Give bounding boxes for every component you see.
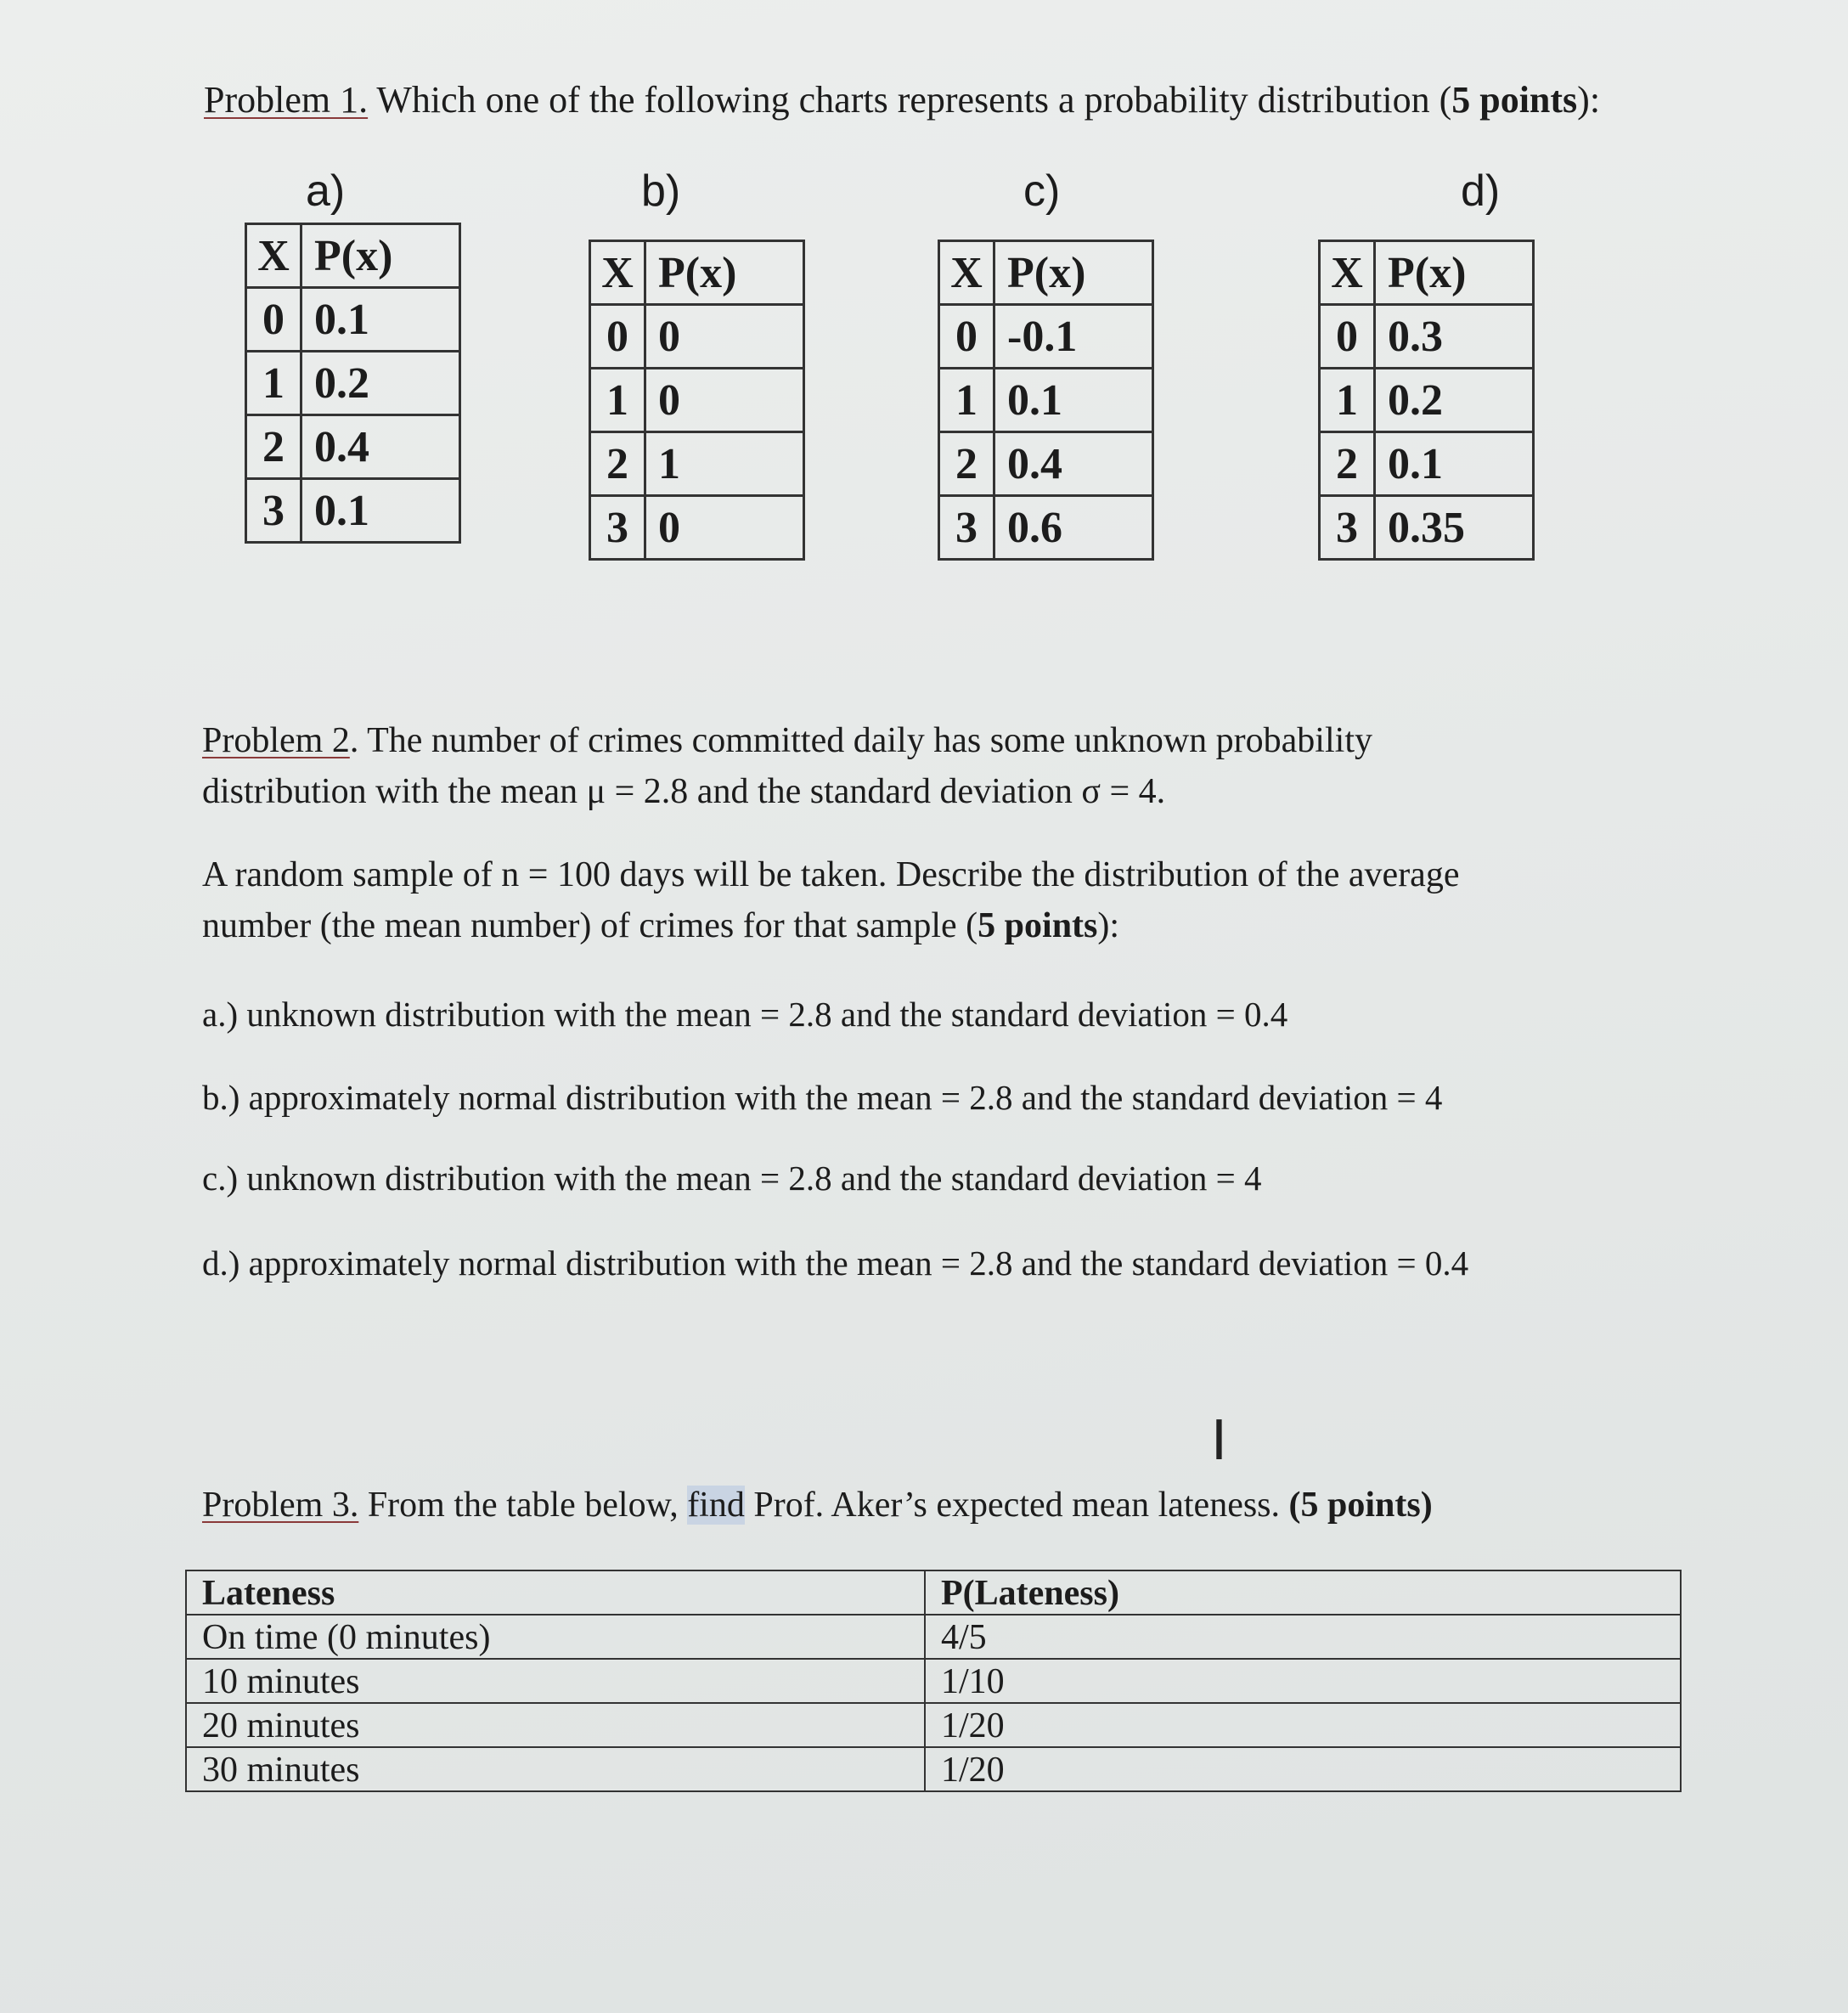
problem2-question: [202, 849, 1459, 951]
table-row: [186, 1747, 1681, 1791]
table-row: [590, 496, 804, 560]
table-row: [186, 1615, 1681, 1659]
table-b: [589, 240, 805, 561]
header-x: X: [246, 224, 301, 288]
problem2-option-d: d.) approximately normal distribution with the mean = 2.8 and the standard deviation = 0.4: [202, 1243, 1469, 1283]
cell-x: 3: [590, 496, 645, 560]
table-row: [939, 432, 1153, 496]
table-b-label: b): [641, 166, 681, 216]
table-d-label: d): [1461, 166, 1501, 216]
cell-x: 0: [939, 305, 994, 369]
cell-px: 0.35: [1375, 496, 1534, 560]
header-x: X: [939, 241, 994, 305]
table-row: [1320, 496, 1534, 560]
table-row: [246, 288, 460, 352]
cell-probability: 1/10: [925, 1659, 1681, 1703]
cell-lateness: On time (0 minutes): [186, 1615, 925, 1659]
cell-x: 3: [246, 479, 301, 543]
header-lateness-text: Lateness: [202, 1574, 335, 1613]
cell-lateness: 20 minutes: [186, 1703, 925, 1747]
header-x: X: [590, 241, 645, 305]
table-row: [939, 496, 1153, 560]
header-p-lateness-text: P(Lateness): [941, 1574, 1119, 1613]
table-a-label: a): [306, 166, 346, 216]
cell-px: 0.1: [1375, 432, 1534, 496]
cell-x: 1: [939, 369, 994, 432]
table-row: [1320, 305, 1534, 369]
cell-x: 3: [1320, 496, 1375, 560]
header-px: P(x): [994, 241, 1153, 305]
table-row: [590, 305, 804, 369]
problem2-text: . The number of crimes committed daily has some unknown probability: [349, 721, 1372, 760]
table-row: [939, 369, 1153, 432]
cell-probability: 4/5: [925, 1615, 1681, 1659]
table-d: [1318, 240, 1535, 561]
cell-x: 2: [246, 415, 301, 479]
cell-x: 2: [1320, 432, 1375, 496]
header-p-lateness: [925, 1570, 1681, 1615]
cell-x: 1: [246, 352, 301, 415]
cell-x: 3: [939, 496, 994, 560]
problem2-block: [202, 715, 1372, 817]
cell-px: 0.6: [994, 496, 1153, 560]
text-cursor-icon: I: [1211, 1410, 1227, 1473]
table-row: [246, 479, 460, 543]
header-lateness: [186, 1570, 925, 1615]
cell-px: 0.2: [301, 352, 460, 415]
cell-x: 1: [1320, 369, 1375, 432]
problem1-tail: ):: [1577, 79, 1601, 121]
cell-x: 0: [246, 288, 301, 352]
table-row: [1320, 432, 1534, 496]
cell-probability: 1/20: [925, 1747, 1681, 1791]
table-row: [246, 352, 460, 415]
problem1-points: 5 points: [1451, 79, 1578, 121]
cell-px: 0.1: [301, 288, 460, 352]
problem2-option-c: c.) unknown distribution with the mean = 2.8 and the standard deviation = 4: [202, 1159, 1262, 1198]
problem2-line2: distribution with the mean μ = 2.8 and the standard deviation σ = 4.: [202, 772, 1166, 811]
lateness-table: [185, 1570, 1682, 1792]
table-row: [1320, 369, 1534, 432]
cell-px: 0.1: [994, 369, 1153, 432]
header-px: P(x): [645, 241, 804, 305]
table-row: [246, 415, 460, 479]
problem1-text: Which one of the following charts represents a probability distribution (: [368, 79, 1452, 121]
problem3-text-after: Prof. Aker’s expected mean lateness.: [744, 1486, 1289, 1525]
cell-px: 1: [645, 432, 804, 496]
cell-x: 2: [590, 432, 645, 496]
table-row: [1320, 241, 1534, 305]
cell-px: 0.4: [994, 432, 1153, 496]
problem2-option-b: b.) approximately normal distribution with the mean = 2.8 and the standard deviation = 4: [202, 1078, 1443, 1117]
cell-px: -0.1: [994, 305, 1153, 369]
table-row: [590, 241, 804, 305]
header-px: P(x): [301, 224, 460, 288]
cell-px: 0: [645, 305, 804, 369]
cell-px: 0.4: [301, 415, 460, 479]
problem2-tail: ):: [1097, 906, 1120, 945]
cell-probability: 1/20: [925, 1703, 1681, 1747]
problem2-points: 5 points: [978, 906, 1098, 945]
cell-px: 0.1: [301, 479, 460, 543]
problem1-label: Problem 1.: [204, 79, 369, 121]
table-row: [186, 1703, 1681, 1747]
problem2-option-a: a.) unknown distribution with the mean = 2.8 and the standard deviation = 0.4: [202, 995, 1288, 1034]
problem1-heading: [204, 78, 1600, 121]
cell-px: 0: [645, 496, 804, 560]
header-px: P(x): [1375, 241, 1534, 305]
table-row: [590, 369, 804, 432]
problem2-label: Problem 2: [202, 721, 350, 760]
problem3-points: (5 points): [1288, 1486, 1433, 1525]
cell-x: 2: [939, 432, 994, 496]
cell-px: 0: [645, 369, 804, 432]
cell-x: 1: [590, 369, 645, 432]
cell-x: 0: [1320, 305, 1375, 369]
cell-lateness: 30 minutes: [186, 1747, 925, 1791]
table-c-label: c): [1023, 166, 1061, 216]
table-row: [590, 432, 804, 496]
table-a: [245, 223, 461, 544]
problem3-label: Problem 3.: [202, 1486, 359, 1525]
problem2-line4-text: number (the mean number) of crimes for that sample (: [202, 906, 978, 945]
problem2-line3: A random sample of n = 100 days will be taken. Describe the distribution of the average: [202, 855, 1460, 894]
header-x: X: [1320, 241, 1375, 305]
table-c: [938, 240, 1154, 561]
cell-lateness: 10 minutes: [186, 1659, 925, 1703]
problem3-text-before: From the table below,: [358, 1486, 688, 1525]
selected-word[interactable]: find: [687, 1486, 745, 1525]
table-row: [939, 305, 1153, 369]
cell-px: 0.2: [1375, 369, 1534, 432]
cell-x: 0: [590, 305, 645, 369]
table-row: [186, 1570, 1681, 1615]
problem3-heading: [202, 1485, 1433, 1525]
table-row: [186, 1659, 1681, 1703]
table-row: [246, 224, 460, 288]
table-row: [939, 241, 1153, 305]
problem2-line4: [202, 900, 1459, 951]
problem2-line1: [202, 715, 1372, 766]
cell-px: 0.3: [1375, 305, 1534, 369]
